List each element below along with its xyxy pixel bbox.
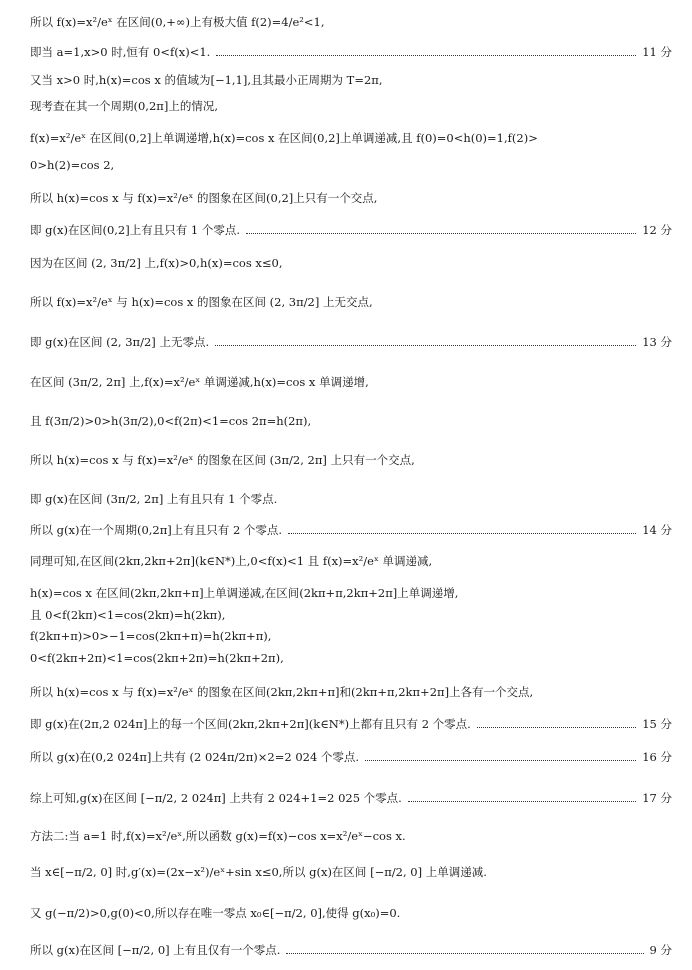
dot-leader bbox=[215, 345, 636, 346]
score-label: 11 分 bbox=[642, 45, 672, 59]
line-text: 所以 f(x)=x²/eˣ 与 h(x)=cos x 的图象在区间 (2, 3π/2] 上无交点, bbox=[30, 295, 373, 309]
score-label: 13 分 bbox=[642, 335, 672, 349]
score-label: 16 分 bbox=[642, 750, 672, 764]
solution-line bbox=[30, 651, 672, 665]
solution-line bbox=[30, 905, 672, 921]
line-text: 综上可知,g(x)在区间 [−π/2, 2 024π] 上共有 2 024+1=2 025 个零点. bbox=[30, 791, 402, 805]
solution-line bbox=[30, 452, 672, 468]
solution-line bbox=[30, 72, 672, 88]
solution-line bbox=[30, 607, 672, 623]
solution-line bbox=[30, 158, 672, 172]
line-text: 方法二:当 a=1 时,f(x)=x²/eˣ,所以函数 g(x)=f(x)−cos x=x²/eˣ−cos x. bbox=[30, 829, 406, 843]
solution-line bbox=[30, 255, 672, 271]
solution-line bbox=[30, 790, 672, 806]
line-text: 所以 f(x)=x²/eˣ 在区间(0,+∞)上有极大值 f(2)=4/e²<1, bbox=[30, 15, 325, 29]
solution-line bbox=[30, 130, 672, 146]
line-text: 即 g(x)在区间 (3π/2, 2π] 上有且只有 1 个零点. bbox=[30, 492, 278, 506]
solution-line bbox=[30, 222, 672, 238]
score-label: 14 分 bbox=[642, 523, 672, 537]
line-text: f(2kπ+π)>0>−1=cos(2kπ+π)=h(2kπ+π), bbox=[30, 629, 272, 643]
solution-line bbox=[30, 942, 672, 958]
score-label: 17 分 bbox=[642, 791, 672, 805]
line-text: 0>h(2)=cos 2, bbox=[30, 158, 115, 172]
solution-line bbox=[30, 14, 672, 30]
dot-leader bbox=[408, 801, 636, 802]
solution-line bbox=[30, 828, 672, 844]
solution-line bbox=[30, 864, 672, 880]
solution-line bbox=[30, 190, 672, 206]
dot-leader bbox=[216, 55, 636, 56]
line-text: 同理可知,在区间(2kπ,2kπ+2π](k∈N*)上,0<f(x)<1 且 f(x)=x²/eˣ 单调递减, bbox=[30, 554, 433, 568]
line-text: 当 x∈[−π/2, 0] 时,g′(x)=(2x−x²)/eˣ+sin x≤0,所以 g(x)在区间 [−π/2, 0] 上单调递减. bbox=[30, 865, 487, 879]
line-text: 所以 g(x)在区间 [−π/2, 0] 上有且仅有一个零点. bbox=[30, 943, 281, 957]
line-text: 所以 h(x)=cos x 与 f(x)=x²/eˣ 的图象在区间 (3π/2, 2π] 上只有一个交点, bbox=[30, 453, 415, 467]
line-text: 即当 a=1,x>0 时,恒有 0<f(x)<1. bbox=[30, 45, 211, 59]
line-text: h(x)=cos x 在区间(2kπ,2kπ+π]上单调递减,在区间(2kπ+π,2kπ+2π]上单调递增, bbox=[30, 586, 459, 600]
line-text: 所以 g(x)在(0,2 024π]上共有 (2 024π/2π)×2=2 024 个零点. bbox=[30, 750, 360, 764]
line-text: 且 f(3π/2)>0>h(3π/2),0<f(2π)<1=cos 2π=h(2π), bbox=[30, 414, 312, 428]
line-text: 又当 x>0 时,h(x)=cos x 的值域为[−1,1],且其最小正周期为 T=2π, bbox=[30, 73, 383, 87]
line-text: 且 0<f(2kπ)<1=cos(2kπ)=h(2kπ), bbox=[30, 608, 226, 622]
dot-leader bbox=[288, 533, 636, 534]
solution-line bbox=[30, 374, 672, 390]
solution-line bbox=[30, 716, 672, 732]
score-label: 15 分 bbox=[642, 717, 672, 731]
solution-line bbox=[30, 491, 672, 507]
solution-line bbox=[30, 98, 672, 114]
dot-leader bbox=[365, 760, 636, 761]
solution-line bbox=[30, 684, 672, 700]
line-text: 又 g(−π/2)>0,g(0)<0,所以存在唯一零点 x₀∈[−π/2, 0],使得 g(x₀)=0. bbox=[30, 906, 401, 920]
solution-line bbox=[30, 413, 672, 429]
solution-line bbox=[30, 553, 672, 569]
solution-line bbox=[30, 294, 672, 310]
line-text: f(x)=x²/eˣ 在区间(0,2]上单调递增,h(x)=cos x 在区间(0,2]上单调递减,且 f(0)=0<h(0)=1,f(2)> bbox=[30, 131, 538, 145]
score-label: 9 分 bbox=[649, 943, 672, 957]
dot-leader bbox=[246, 233, 636, 234]
line-text: 所以 h(x)=cos x 与 f(x)=x²/eˣ 的图象在区间(0,2]上只有一个交点, bbox=[30, 191, 378, 205]
solution-line bbox=[30, 44, 672, 60]
dot-leader bbox=[286, 953, 643, 954]
line-text: 即 g(x)在区间 (2, 3π/2] 上无零点. bbox=[30, 335, 210, 349]
line-text: 即 g(x)在区间(0,2]上有且只有 1 个零点. bbox=[30, 223, 241, 237]
line-text: 即 g(x)在(2π,2 024π]上的每一个区间(2kπ,2kπ+2π](k∈N*)上都有且只有 2 个零点. bbox=[30, 717, 471, 731]
line-text: 现考查在其一个周期(0,2π]上的情况, bbox=[30, 99, 218, 113]
line-text: 所以 h(x)=cos x 与 f(x)=x²/eˣ 的图象在区间(2kπ,2kπ+π]和(2kπ+π,2kπ+2π]上各有一个交点, bbox=[30, 685, 534, 699]
solution-line bbox=[30, 585, 672, 601]
line-text: 在区间 (3π/2, 2π] 上,f(x)=x²/eˣ 单调递减,h(x)=cos x 单调递增, bbox=[30, 375, 369, 389]
solution-line bbox=[30, 522, 672, 538]
solution-line bbox=[30, 749, 672, 765]
solution-line bbox=[30, 334, 672, 350]
dot-leader bbox=[477, 727, 636, 728]
line-text: 所以 g(x)在一个周期(0,2π]上有且只有 2 个零点. bbox=[30, 523, 283, 537]
line-text: 0<f(2kπ+2π)<1=cos(2kπ+2π)=h(2kπ+2π), bbox=[30, 651, 284, 665]
solution-line bbox=[30, 629, 672, 643]
score-label: 12 分 bbox=[642, 223, 672, 237]
line-text: 因为在区间 (2, 3π/2] 上,f(x)>0,h(x)=cos x≤0, bbox=[30, 256, 283, 270]
